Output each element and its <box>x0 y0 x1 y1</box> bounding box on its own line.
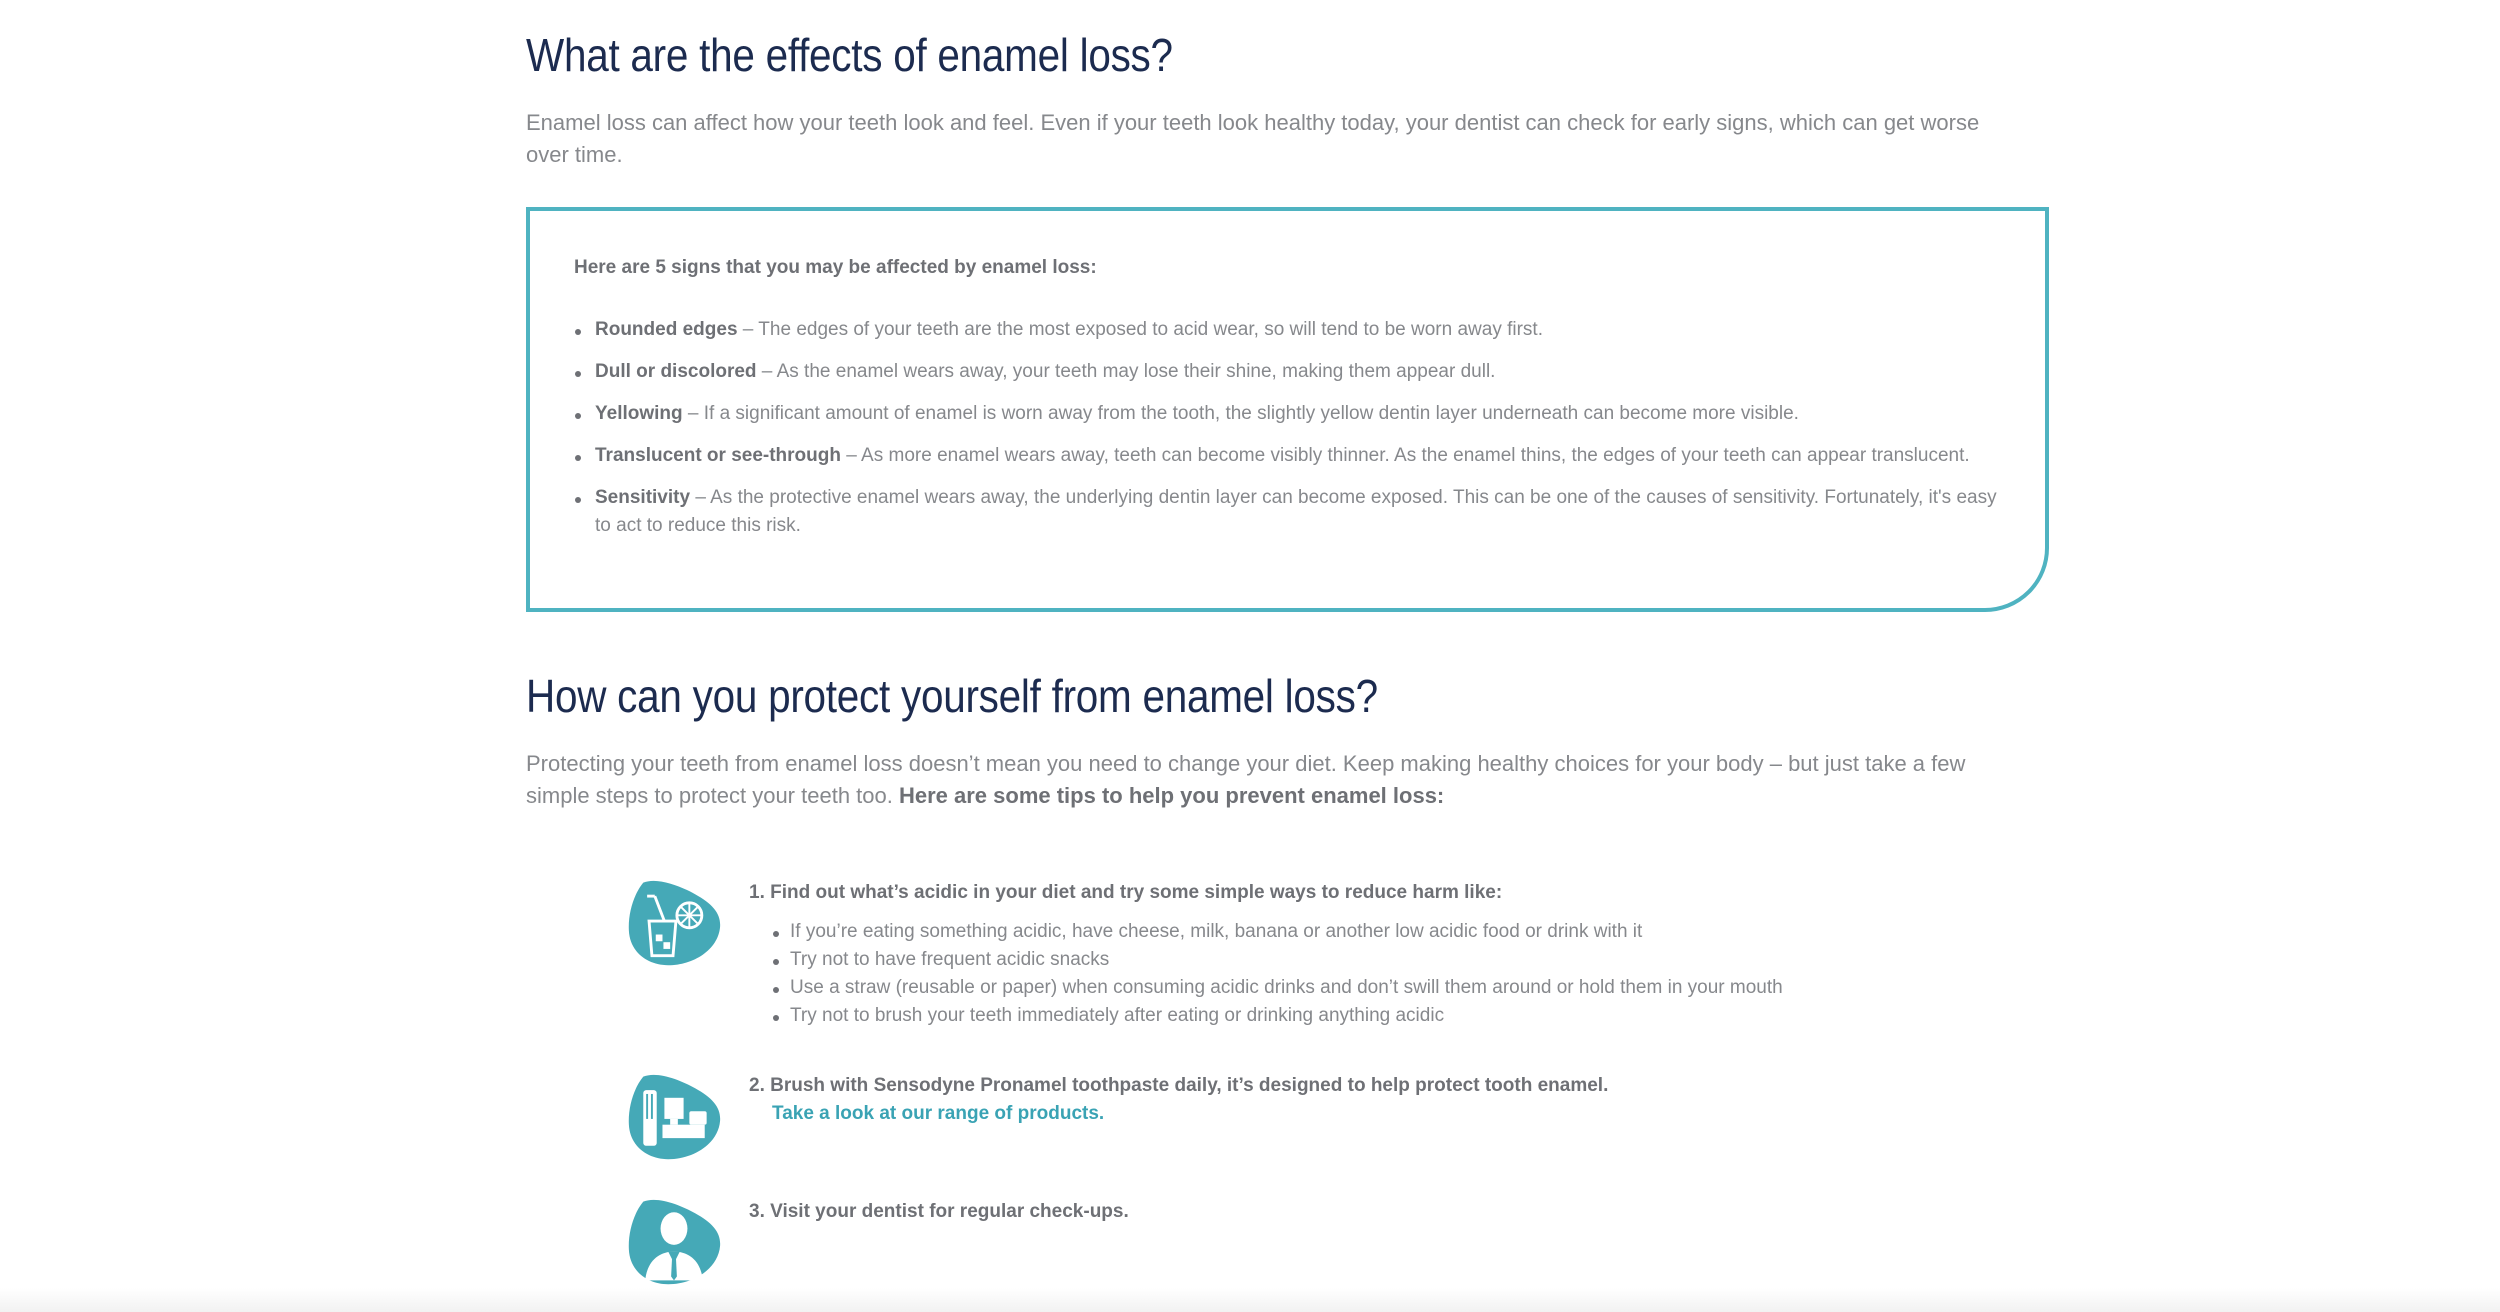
effects-heading: What are the effects of enamel loss? <box>526 29 1173 81</box>
sign-text: – As the protective enamel wears away, the underlying dentin layer can become exposed. This can be one of the causes of sensitivity. Fortunately, it's easy to act to reduce this risk. <box>595 487 1997 536</box>
sign-term: Rounded edges <box>595 319 738 340</box>
tip-1-list <box>772 918 1783 1030</box>
sign-term: Dull or discolored <box>595 361 757 382</box>
tip-1-item <box>772 1002 1783 1030</box>
protect-heading: How can you protect yourself from enamel loss? <box>526 670 1378 722</box>
sign-term: Sensitivity <box>595 487 691 508</box>
sign-term: Yellowing <box>595 403 683 424</box>
signs-list <box>574 316 2014 554</box>
sign-item <box>574 400 2014 428</box>
signs-title: Here are 5 signs that you may be affected by enamel loss: <box>574 257 1097 278</box>
tip-1-item <box>772 918 1783 946</box>
tip-1-item-text: Try not to brush your teeth immediately after eating or drinking anything acidic <box>790 1005 1445 1026</box>
sign-item <box>574 484 2014 540</box>
protect-intro <box>526 748 2026 812</box>
toothpaste-brush-icon <box>626 1069 722 1165</box>
tip-3-title: 3. Visit your dentist for regular check-ups. <box>749 1201 1129 1222</box>
sign-text: – The edges of your teeth are the most exposed to acid wear, so will tend to be worn away first. <box>737 319 1543 340</box>
sign-item <box>574 358 2014 386</box>
sign-text: – If a significant amount of enamel is worn away from the tooth, the slightly yellow dentin layer underneath can become more visible. <box>682 403 1799 424</box>
bullet-icon <box>773 1015 779 1021</box>
signs-box <box>526 207 2049 612</box>
bullet-icon <box>773 931 779 937</box>
tip-1-item <box>772 974 1783 1002</box>
tip-1-item-text: If you’re eating something acidic, have cheese, milk, banana or another low acidic food or drink with it <box>790 921 1643 942</box>
bullet-icon <box>575 413 581 419</box>
bullet-icon <box>773 987 779 993</box>
dentist-icon <box>626 1194 722 1290</box>
sign-text: – As the enamel wears away, your teeth may lose their shine, making them appear dull. <box>756 361 1496 382</box>
tip-1-item-text: Try not to have frequent acidic snacks <box>790 949 1110 970</box>
sign-item <box>574 316 2014 344</box>
products-link[interactable]: Take a look at our range of products. <box>772 1103 1105 1124</box>
tip-1-item <box>772 946 1783 974</box>
bullet-icon <box>575 329 581 335</box>
tip-1-title: 1. Find out what’s acidic in your diet and try some simple ways to reduce harm like: <box>749 882 1503 903</box>
effects-intro: Enamel loss can affect how your teeth look and feel. Even if your teeth look healthy today, your dentist can check for early signs, which can get worse over time. <box>526 110 1980 167</box>
bullet-icon <box>575 455 581 461</box>
bottom-fade <box>0 1288 2500 1312</box>
protect-intro-text: Protecting your teeth from enamel loss doesn’t mean you need to change your diet. Keep making healthy choices for your body – but just take a few simple steps to protect your teeth too. <box>526 751 1966 808</box>
bullet-icon <box>575 497 581 503</box>
acidic-drink-icon <box>626 875 722 971</box>
tip-1-item-text: Use a straw (reusable or paper) when consuming acidic drinks and don’t swill them around or hold them in your mouth <box>790 977 1783 998</box>
sign-item <box>574 442 2014 470</box>
sign-text: – As more enamel wears away, teeth can become visibly thinner. As the enamel thins, the edges of your teeth can appear translucent. <box>840 445 1970 466</box>
sign-term: Translucent or see-through <box>595 445 841 466</box>
protect-intro-bold: Here are some tips to help you prevent enamel loss: <box>898 783 1445 808</box>
tip-2-title: 2. Brush with Sensodyne Pronamel toothpaste daily, it’s designed to help protect tooth enamel. <box>749 1075 1609 1096</box>
bullet-icon <box>575 371 581 377</box>
bullet-icon <box>773 959 779 965</box>
